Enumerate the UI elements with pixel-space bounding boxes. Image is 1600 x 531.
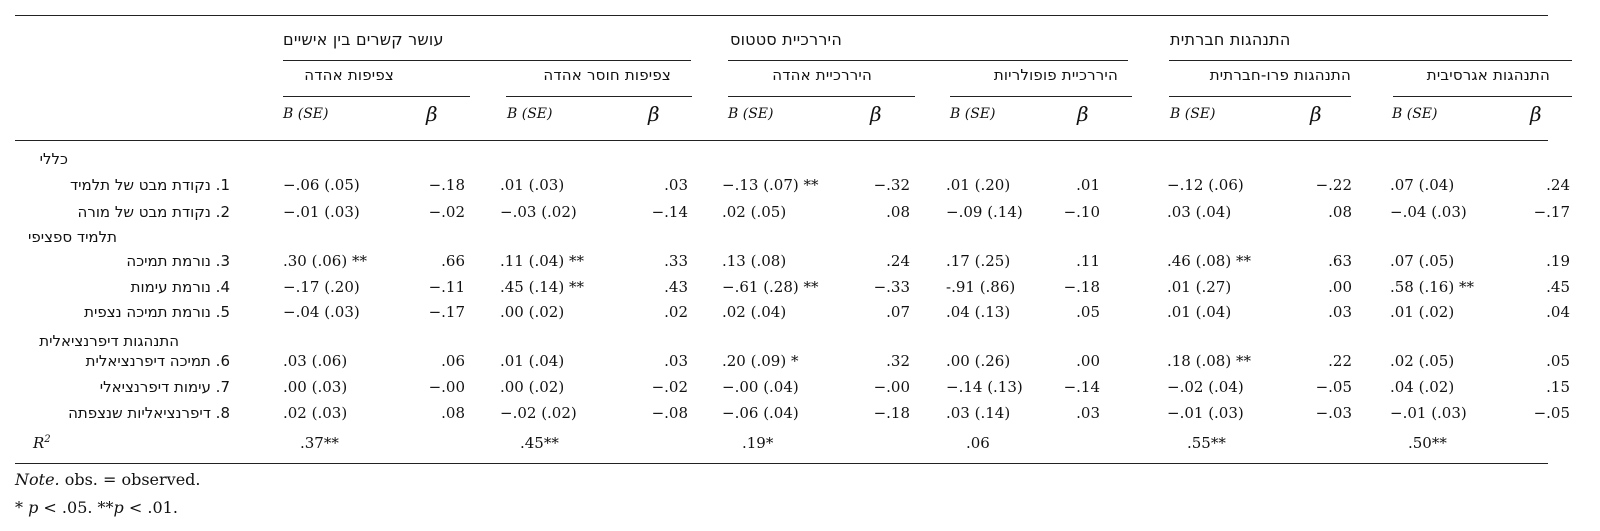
cell-beta: −.22: [1315, 176, 1352, 194]
table-note: [15, 470, 201, 489]
col-header-bse-5: B (SE): [1170, 106, 1216, 122]
cell-beta: −.18: [873, 404, 910, 422]
r2-value: .50**: [1408, 434, 1447, 452]
cell-b-se: .00 (.02): [500, 378, 565, 396]
cell-beta: .43: [664, 278, 688, 296]
cell-b-se: .46 (.08) **: [1167, 252, 1251, 270]
cell-beta: .05: [1546, 352, 1570, 370]
cell-beta: .08: [1328, 203, 1352, 221]
cell-b-se: −.06 (.04): [722, 404, 799, 422]
col-header-beta-2: β: [648, 102, 660, 126]
cell-b-se: −.09 (.14): [946, 203, 1023, 221]
r2-value: .45**: [520, 434, 559, 452]
cell-b-se: .01 (.02): [1390, 303, 1455, 321]
cell-b-se: .02 (.04): [722, 303, 787, 321]
header-bottom-rule: [15, 140, 1548, 141]
cell-beta: −.18: [1063, 278, 1100, 296]
cell-b-se: −.04 (.03): [283, 303, 360, 321]
section-label-specific-student: תלמיד ספציפי: [28, 228, 117, 246]
subgroup-header-popularity-hierarchy: היררכיית פופולריות: [993, 66, 1118, 84]
cell-beta: .00: [1076, 352, 1100, 370]
table-top-rule: [15, 15, 1548, 16]
cell-beta: −.14: [1063, 378, 1100, 396]
cell-beta: .08: [441, 404, 465, 422]
row-label: 2. נקודת מבט של מורה: [77, 203, 230, 221]
cell-beta: −.11: [428, 278, 465, 296]
section-label-general: כללי: [39, 150, 68, 168]
cell-beta: −.10: [1063, 203, 1100, 221]
cell-beta: −.18: [428, 176, 465, 194]
cell-beta: .07: [886, 303, 910, 321]
note-text: obs. = observed.: [59, 470, 201, 489]
cell-beta: −.02: [428, 203, 465, 221]
cell-beta: .63: [1328, 252, 1352, 270]
note-label: Note.: [15, 470, 60, 489]
cell-b-se: −.12 (.06): [1167, 176, 1244, 194]
col-header-beta-5: β: [1310, 102, 1322, 126]
cell-beta: −.32: [873, 176, 910, 194]
cell-b-se: .03 (.06): [283, 352, 348, 370]
cell-b-se: .03 (.14): [946, 404, 1011, 422]
cell-beta: .06: [441, 352, 465, 370]
row-label: 3. נורמת תמיכה: [126, 252, 230, 270]
cell-beta: .24: [1546, 176, 1570, 194]
r2-value: .37**: [300, 434, 339, 452]
cell-beta: −.03: [1315, 404, 1352, 422]
subgroup-header-liking-hierarchy: היררכיית אהדה: [772, 66, 872, 84]
cell-beta: .19: [1546, 252, 1570, 270]
cell-b-se: −.00 (.04): [722, 378, 799, 396]
group-header-interpersonal: עושר קשרים בין אישיים: [283, 30, 444, 49]
cell-b-se: −.06 (.05): [283, 176, 360, 194]
subgroup-header-disliking-density: צפיפות חוסר אהדה: [543, 66, 671, 84]
cell-b-se: −.01 (.03): [1167, 404, 1244, 422]
subgroup-rule-4: [950, 96, 1132, 97]
cell-b-se: .00 (.26): [946, 352, 1011, 370]
cell-b-se: .07 (.05): [1390, 252, 1455, 270]
cell-b-se: −.01 (.03): [283, 203, 360, 221]
cell-b-se: .00 (.03): [283, 378, 348, 396]
row-label: 6. תמיכה דיפרנציאלית: [85, 352, 230, 370]
cell-b-se: .30 (.06) **: [283, 252, 367, 270]
cell-beta: .03: [1328, 303, 1352, 321]
col-header-beta-3: β: [870, 102, 882, 126]
cell-beta: .03: [664, 176, 688, 194]
col-header-bse-1: B (SE): [283, 106, 329, 122]
cell-b-se: −.61 (.28) **: [722, 278, 819, 296]
cell-beta: .03: [1076, 404, 1100, 422]
cell-b-se: −.17 (.20): [283, 278, 360, 296]
cell-b-se: −.02 (.02): [500, 404, 577, 422]
cell-b-se: .03 (.04): [1167, 203, 1232, 221]
col-header-bse-2: B (SE): [507, 106, 553, 122]
cell-beta: .45: [1546, 278, 1570, 296]
significance-note: * p < .05. **p < .01.: [15, 498, 178, 517]
r2-value: .55**: [1187, 434, 1226, 452]
r2-value: .06: [966, 434, 990, 452]
cell-beta: −.00: [873, 378, 910, 396]
cell-beta: .00: [1328, 278, 1352, 296]
cell-beta: .04: [1546, 303, 1570, 321]
row-label: 8. דיפרנציאליות שנצפתה: [68, 404, 230, 422]
col-header-beta-1: β: [426, 102, 438, 126]
cell-beta: −.14: [651, 203, 688, 221]
cell-b-se: .04 (.02): [1390, 378, 1455, 396]
cell-b-se: .13 (.08): [722, 252, 787, 270]
cell-b-se: .20 (.09) *: [722, 352, 799, 370]
cell-b-se: −.01 (.03): [1390, 404, 1467, 422]
cell-beta: .32: [886, 352, 910, 370]
subgroup-rule-2: [506, 96, 692, 97]
cell-b-se: .17 (.25): [946, 252, 1011, 270]
cell-b-se: .01 (.27): [1167, 278, 1232, 296]
cell-beta: .08: [886, 203, 910, 221]
cell-b-se: .07 (.04): [1390, 176, 1455, 194]
cell-b-se: .00 (.02): [500, 303, 565, 321]
cell-beta: .11: [1076, 252, 1100, 270]
group-rule-status-hierarchy: [728, 60, 1128, 61]
cell-b-se: .18 (.08) **: [1167, 352, 1251, 370]
cell-beta: −.05: [1315, 378, 1352, 396]
table-bottom-rule: [15, 463, 1548, 464]
subgroup-rule-3: [728, 96, 915, 97]
cell-b-se: .01 (.20): [946, 176, 1011, 194]
cell-b-se: .58 (.16) **: [1390, 278, 1474, 296]
col-header-beta-6: β: [1530, 102, 1542, 126]
col-header-bse-4: B (SE): [950, 106, 996, 122]
cell-b-se: -.91 (.86): [946, 278, 1016, 296]
cell-b-se: −.14 (.13): [946, 378, 1023, 396]
cell-b-se: −.03 (.02): [500, 203, 577, 221]
cell-b-se: −.02 (.04): [1167, 378, 1244, 396]
cell-beta: −.17: [1533, 203, 1570, 221]
col-header-beta-4: β: [1077, 102, 1089, 126]
r2-label: $R^2$: [33, 434, 51, 452]
group-header-status-hierarchy: היררכיית סטטוס: [730, 30, 842, 49]
row-label: 7. עימות דיפרנציאלי: [99, 378, 230, 396]
subgroup-header-aggressive: התנהגות אגרסיבית: [1426, 66, 1550, 84]
cell-b-se: −.04 (.03): [1390, 203, 1467, 221]
subgroup-rule-1: [283, 96, 470, 97]
cell-beta: .03: [664, 352, 688, 370]
subgroup-header-prosocial: התנהגות פרו-חברתית: [1209, 66, 1351, 84]
row-label: 1. נקודת מבט של תלמיד: [69, 176, 230, 194]
cell-beta: −.08: [651, 404, 688, 422]
col-header-bse-6: B (SE): [1392, 106, 1438, 122]
cell-beta: .15: [1546, 378, 1570, 396]
cell-beta: −.00: [428, 378, 465, 396]
cell-b-se: .02 (.05): [1390, 352, 1455, 370]
subgroup-header-liking-density: צפיפות אהדה: [304, 66, 394, 84]
row-label: 5. נורמת תמיכה נצפית: [84, 303, 230, 321]
cell-beta: .66: [441, 252, 465, 270]
cell-b-se: −.13 (.07) **: [722, 176, 819, 194]
group-rule-interpersonal: [283, 60, 691, 61]
col-header-bse-3: B (SE): [728, 106, 774, 122]
cell-beta: .33: [664, 252, 688, 270]
cell-b-se: .01 (.03): [500, 176, 565, 194]
subgroup-rule-6: [1393, 96, 1572, 97]
cell-b-se: .11 (.04) **: [500, 252, 584, 270]
subgroup-rule-5: [1169, 96, 1351, 97]
cell-beta: .22: [1328, 352, 1352, 370]
cell-b-se: .01 (.04): [500, 352, 565, 370]
row-label: 4. נורמת עימות: [130, 278, 230, 296]
group-header-social-behavior: התנהגות חברתית: [1170, 30, 1291, 49]
cell-b-se: .02 (.03): [283, 404, 348, 422]
cell-beta: .05: [1076, 303, 1100, 321]
cell-b-se: .04 (.13): [946, 303, 1011, 321]
cell-beta: −.05: [1533, 404, 1570, 422]
cell-beta: .24: [886, 252, 910, 270]
cell-beta: .02: [664, 303, 688, 321]
cell-b-se: .45 (.14) **: [500, 278, 584, 296]
cell-beta: −.02: [651, 378, 688, 396]
cell-beta: −.33: [873, 278, 910, 296]
cell-b-se: .02 (.05): [722, 203, 787, 221]
cell-beta: −.17: [428, 303, 465, 321]
group-rule-social-behavior: [1169, 60, 1572, 61]
section-label-differential: התנהגות דיפרנציאלית: [39, 332, 179, 350]
cell-b-se: .01 (.04): [1167, 303, 1232, 321]
cell-beta: .01: [1076, 176, 1100, 194]
r2-value: .19*: [742, 434, 774, 452]
